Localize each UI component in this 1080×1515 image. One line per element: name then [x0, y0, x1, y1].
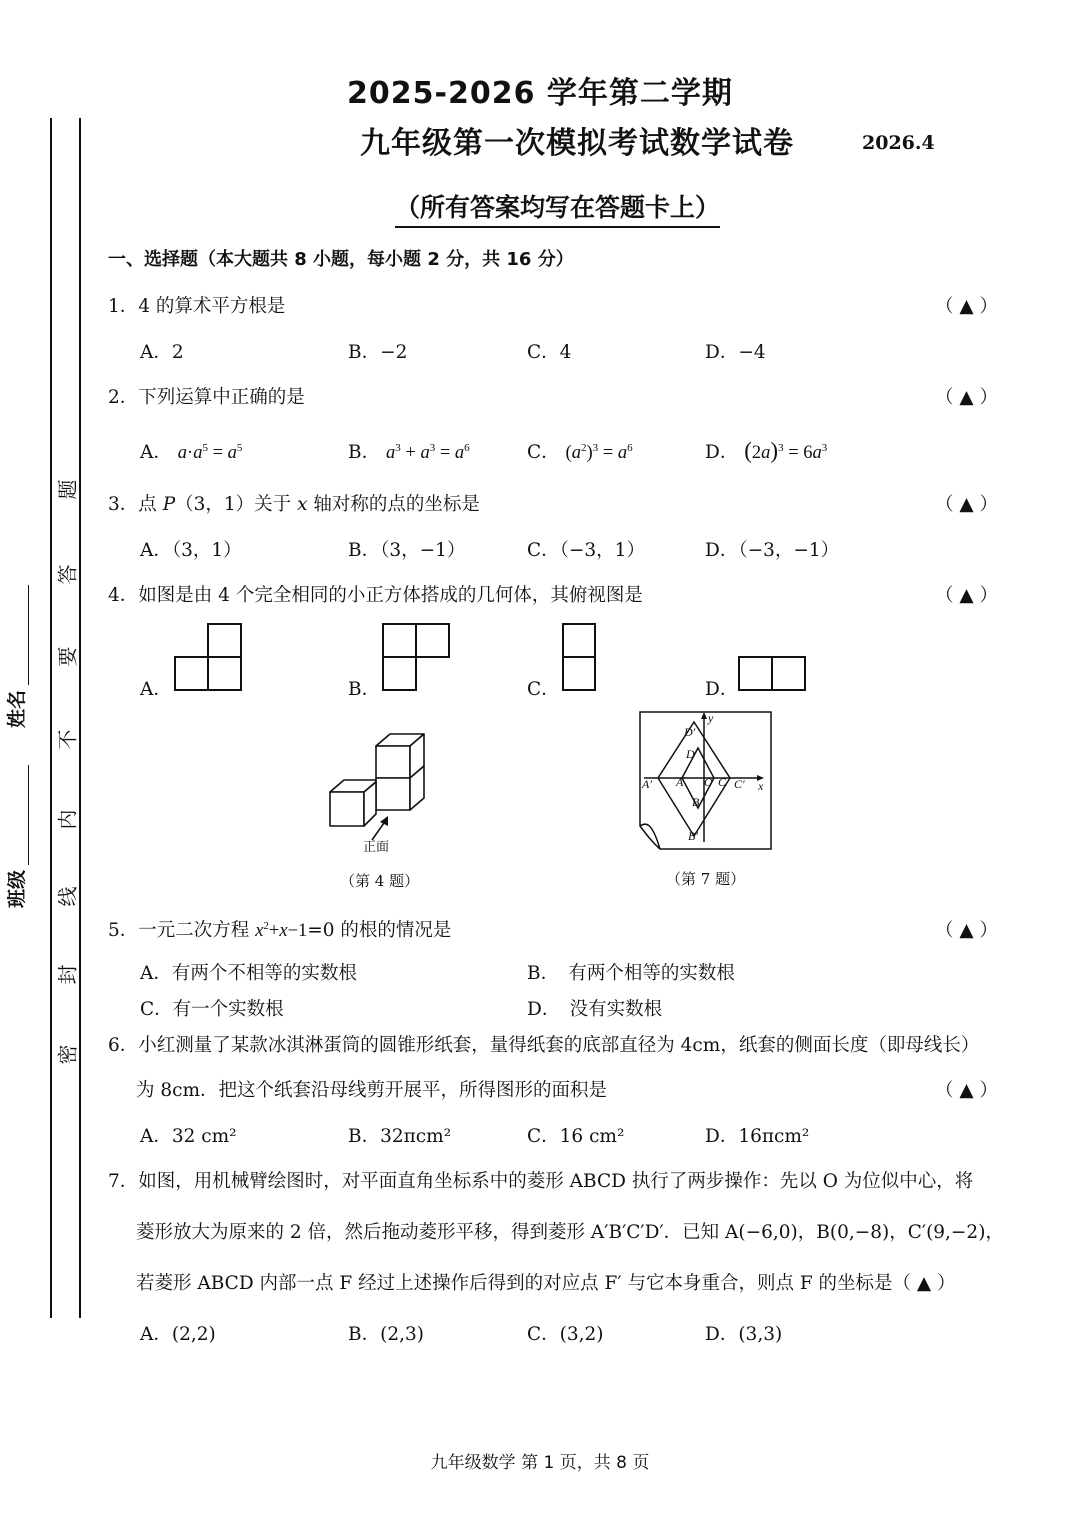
class-field [2, 758, 32, 908]
question-stem-post: =0 的根的情况是 [307, 920, 452, 941]
question-2 [108, 383, 305, 409]
point-p: P [162, 494, 176, 515]
question-5 [108, 916, 451, 942]
question-6-line1 [108, 1031, 979, 1057]
q6-option-c: C．16 cm² [527, 1126, 625, 1147]
question-7-line1 [108, 1167, 973, 1193]
question-7-line2: 菱形放大为原来的 2 倍，然后拖动菱形平移，得到菱形 A′B′C′D′．已知 A(−6,0)，B(0,−8)，C′(9,−2)， [136, 1222, 1004, 1243]
question-number: 4． [108, 585, 139, 606]
question-stem-post: 轴对称的点的坐标是 [313, 494, 480, 515]
var-x: x [297, 494, 308, 515]
q4-option-d-label: D． [705, 679, 739, 700]
question-3 [108, 490, 480, 516]
front-label: 正面 [363, 840, 390, 855]
question-1 [108, 292, 285, 318]
q4-option-a-label: A． [140, 679, 172, 700]
q5-option-d: D． 没有实数根 [527, 999, 663, 1020]
q2-option-a [140, 438, 242, 464]
q2-option-b [348, 438, 470, 464]
seal-char-7: 答 [55, 564, 80, 585]
question-number: 2． [108, 387, 139, 408]
question-number: 5． [108, 920, 139, 941]
seal-char-5: 不 [55, 729, 80, 750]
fig-label-y: y [708, 711, 714, 725]
answer-mark: （ ▲ ） [935, 296, 998, 317]
seal-char-2: 封 [55, 964, 80, 985]
q4-caption: （第 4 题） [340, 872, 420, 890]
q4-option-b-label: B． [348, 679, 381, 700]
option-label: D． [705, 442, 739, 463]
class-label: 班级 [6, 869, 28, 908]
q3-option-b: B．（3，−1） [348, 540, 466, 561]
q5-option-c: C．有一个实数根 [140, 999, 284, 1020]
q7-option-b: B．(2,3) [348, 1324, 424, 1345]
fig-label-b: B [692, 795, 700, 809]
q4-option-c-figure [560, 622, 600, 694]
answer-mark: （ ▲ ） [935, 920, 998, 941]
question-6-line2: 为 8cm．把这个纸套沿母线剪开展平，所得图形的面积是 [136, 1080, 608, 1101]
q7-option-a: A．(2,2) [140, 1324, 216, 1345]
q2-expr-d: $(2a)^3 = 6a^3$ [744, 438, 828, 463]
name-field [2, 578, 32, 728]
q1-option-b: B．−2 [348, 342, 408, 363]
q7-option-c: C．(3,2) [527, 1324, 604, 1345]
seal-char-6: 要 [55, 646, 80, 667]
exam-date: 2026.4 [862, 132, 935, 154]
q2-option-d [705, 438, 827, 464]
fig-label-d: D [686, 747, 695, 761]
question-number: 3． [108, 494, 139, 515]
question-4 [108, 581, 643, 607]
q2-expr-b: $a^3 + a^3 = a^6$ [386, 441, 470, 463]
option-label: B． [348, 442, 381, 463]
fig-label-c: C [718, 775, 727, 789]
question-stem-pre: 一元二次方程 [138, 920, 250, 941]
fig-label-aprime: A′ [642, 777, 652, 791]
q1-option-a: A．2 [140, 342, 184, 363]
exam-title-line2: 九年级第一次模拟考试数学试卷 [360, 126, 794, 161]
q4-option-a-figure [172, 622, 244, 694]
seal-char-8: 题 [55, 479, 80, 500]
option-label: C． [527, 442, 560, 463]
name-label: 姓名 [6, 689, 28, 728]
fig-label-dprime: D′ [684, 725, 696, 739]
q5-option-b: B． 有两个相等的实数根 [527, 963, 735, 984]
q3-option-d: D．（−3，−1） [705, 540, 840, 561]
answer-mark: （ ▲ ） [935, 387, 998, 408]
q7-caption: （第 7 题） [666, 870, 746, 888]
q1-option-c: C．4 [527, 342, 572, 363]
q2-option-c [527, 438, 633, 464]
q6-option-b: B．32πcm² [348, 1126, 452, 1147]
fig-label-cprime: C′ [734, 777, 745, 791]
q1-option-d: D．−4 [705, 342, 766, 363]
seal-char-3: 线 [55, 886, 80, 907]
fig-label-bprime: B′ [688, 829, 698, 843]
question-stem: 如图，用机械臂绘图时，对平面直角坐标系中的菱形 ABCD 执行了两步操作：先以 O 为位似中心，将 [138, 1171, 974, 1192]
binding-line-inner [79, 118, 81, 1318]
q3-option-a: A．（3，1） [140, 540, 242, 561]
question-stem-mid: （3，1）关于 [175, 494, 292, 515]
fig-label-x: x [758, 779, 764, 793]
q7-figure [638, 710, 774, 852]
q6-option-d: D．16πcm² [705, 1126, 810, 1147]
question-number: 6． [108, 1035, 139, 1056]
page-footer: 九年级数学 第 1 页，共 8 页 [430, 1453, 650, 1473]
question-number: 7． [108, 1171, 139, 1192]
answer-mark: （ ▲ ） [935, 1080, 998, 1101]
q4-option-c-label: C． [527, 679, 560, 700]
exam-title-line1: 2025-2026 学年第二学期 [347, 76, 733, 111]
fig-label-a: A [676, 775, 684, 789]
q2-expr-c: $(a^2)^3 = a^6$ [565, 441, 633, 463]
question-number: 1． [108, 296, 139, 317]
answer-mark: （ ▲ ） [935, 494, 998, 515]
fig-label-o: O [704, 775, 713, 789]
q4-option-b-figure [380, 622, 452, 694]
class-underline [28, 765, 29, 865]
seal-char-1: 密 [55, 1044, 80, 1065]
q4-option-d-figure [737, 655, 809, 695]
question-stem-pre: 点 [138, 494, 157, 515]
question-7-line3: 若菱形 ABCD 内部一点 F 经过上述操作后得到的对应点 F′ 与它本身重合，则点 F 的坐标是（ ▲ ） [136, 1273, 956, 1294]
binding-line-outer [50, 118, 52, 1318]
question-stem: 4 的算术平方根是 [138, 296, 286, 317]
q2-expr-a: $a\cdot a^5 = a^5$ [177, 441, 243, 463]
q5-option-a: A．有两个不相等的实数根 [140, 963, 357, 984]
question-stem: 小红测量了某款冰淇淋蛋筒的圆锥形纸套，量得纸套的底部直径为 4cm，纸套的侧面长度（即母线长） [138, 1035, 980, 1056]
q3-option-c: C．（−3，1） [527, 540, 645, 561]
question-stem: 下列运算中正确的是 [138, 387, 305, 408]
q6-option-a: A．32 cm² [140, 1126, 237, 1147]
answer-sheet-note: （所有答案均写在答题卡上） [395, 188, 720, 228]
seal-char-4: 内 [55, 809, 80, 830]
question-stem: 如图是由 4 个完全相同的小正方体搭成的几何体，其俯视图是 [138, 585, 643, 606]
equation: $x^2+x-1$ [255, 919, 308, 941]
answer-mark: （ ▲ ） [935, 585, 998, 606]
q7-option-d: D．(3,3) [705, 1324, 783, 1345]
option-label: A． [140, 442, 172, 463]
section-title: 一、选择题（本大题共 8 小题，每小题 2 分，共 16 分） [108, 249, 574, 270]
name-underline [28, 585, 29, 685]
